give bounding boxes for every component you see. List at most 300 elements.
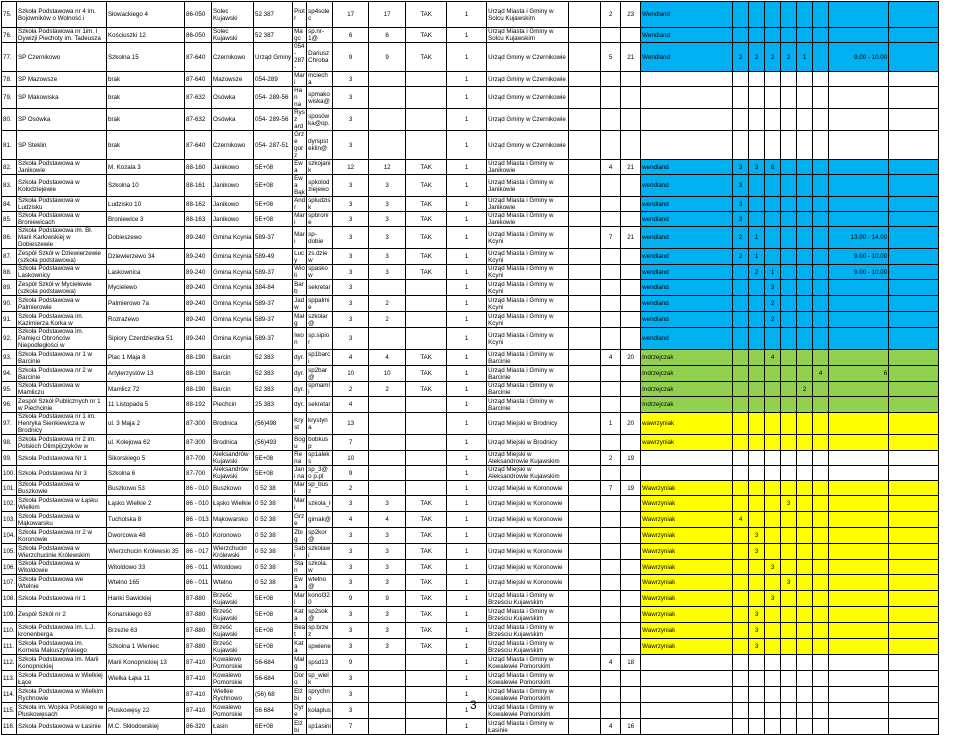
table-cell bbox=[889, 560, 939, 575]
table-cell bbox=[569, 496, 601, 512]
table-cell: Wendland bbox=[641, 43, 733, 72]
table-cell: 054- 289-56 bbox=[254, 87, 293, 109]
table-cell bbox=[641, 72, 733, 87]
table-cell bbox=[569, 312, 601, 328]
table-cell: 1 bbox=[447, 2, 487, 28]
table-cell bbox=[406, 312, 447, 328]
table-cell: 86 - 013 bbox=[185, 512, 212, 528]
table-cell bbox=[641, 687, 733, 703]
table-cell: 2 bbox=[733, 249, 749, 265]
table-cell bbox=[829, 160, 889, 175]
table-cell bbox=[569, 466, 601, 481]
table-body bbox=[2, 2, 939, 735]
table-cell bbox=[569, 131, 601, 160]
table-cell: 21 bbox=[621, 160, 641, 175]
table-cell bbox=[797, 560, 813, 575]
table-cell: 16 bbox=[621, 719, 641, 735]
table-cell bbox=[733, 639, 749, 655]
table-cell: Wawrzyniak bbox=[641, 560, 733, 575]
table-cell bbox=[601, 312, 621, 328]
table-cell: 10 bbox=[333, 451, 369, 466]
table-cell: Urząd Gminy w Czernikowie bbox=[487, 72, 569, 87]
table-cell bbox=[813, 687, 829, 703]
table-cell: 7 bbox=[333, 719, 369, 735]
table-cell bbox=[406, 109, 447, 131]
table-cell bbox=[781, 512, 797, 528]
table-cell bbox=[107, 687, 185, 703]
table-cell bbox=[889, 350, 939, 366]
table-cell: 3 bbox=[333, 265, 369, 280]
table-cell bbox=[765, 528, 781, 544]
table-cell bbox=[797, 109, 813, 131]
table-cell: Witoldowo 33 bbox=[107, 560, 185, 575]
table-cell: 054- 287-51 bbox=[254, 131, 293, 160]
table-cell: 20 bbox=[621, 350, 641, 366]
table-cell: Urząd Miasta i Gminy w Kowalewie Pomorskim bbox=[487, 703, 569, 719]
table-cell: 1 bbox=[447, 175, 487, 197]
table-cell: 52 383 bbox=[254, 382, 293, 397]
table-cell: 89-240 bbox=[185, 312, 212, 328]
row-number-cell: 77. bbox=[2, 43, 17, 72]
table-cell bbox=[781, 350, 797, 366]
table-row bbox=[2, 109, 939, 131]
table-cell bbox=[601, 175, 621, 197]
table-cell bbox=[781, 227, 797, 249]
table-cell bbox=[369, 109, 406, 131]
table-cell: TAK bbox=[406, 265, 447, 280]
table-cell bbox=[569, 227, 601, 249]
table-cell bbox=[749, 397, 765, 413]
table-cell bbox=[749, 382, 765, 397]
table-cell bbox=[641, 703, 733, 719]
table-cell bbox=[797, 87, 813, 109]
table-cell: TAK bbox=[406, 227, 447, 249]
table-cell bbox=[813, 435, 829, 451]
table-cell bbox=[797, 512, 813, 528]
row-number-cell: 99. bbox=[2, 451, 17, 466]
table-cell: 56-684 bbox=[254, 671, 293, 687]
table-cell: 3 bbox=[749, 623, 765, 639]
table-cell: 4 bbox=[601, 350, 621, 366]
table-cell: spbronie bbox=[307, 212, 333, 227]
table-cell: dyrspst eklin@ bbox=[307, 131, 333, 160]
table-cell: Urząd Miasta i Gminy w Kcyni bbox=[487, 312, 569, 328]
table-cell: 3 bbox=[733, 212, 749, 227]
table-cell: Urząd Miasta i Gminy w Brześciu Kujawskim bbox=[487, 607, 569, 623]
table-cell: 52 387 bbox=[254, 28, 293, 43]
table-cell: Jani na bbox=[293, 466, 307, 481]
table-row bbox=[2, 451, 939, 466]
table-cell: 12 bbox=[333, 160, 369, 175]
table-cell bbox=[765, 328, 781, 350]
table-cell bbox=[601, 591, 621, 607]
table-cell: 5E+08 bbox=[254, 451, 293, 466]
table-cell: 11 Listopada 5 bbox=[107, 397, 185, 413]
table-cell: 1 bbox=[447, 160, 487, 175]
table-cell bbox=[781, 544, 797, 560]
table-row bbox=[2, 28, 939, 43]
table-cell bbox=[641, 131, 733, 160]
table-cell bbox=[369, 451, 406, 466]
table-cell: 3 bbox=[333, 639, 369, 655]
table-cell bbox=[406, 296, 447, 312]
school-name-cell: Szkoła Podstawowa w Witoldowie bbox=[17, 560, 107, 575]
table-cell: sp2bar@ bbox=[307, 366, 333, 382]
table-cell: Urząd Miejski w Koronowie bbox=[487, 481, 569, 496]
table-cell: Plac 1 Maja 8 bbox=[107, 350, 185, 366]
table-cell: Mari bbox=[294, 212, 305, 226]
table-cell: 1 bbox=[797, 43, 813, 72]
table-cell bbox=[733, 671, 749, 687]
table-cell bbox=[781, 591, 797, 607]
table-cell bbox=[621, 296, 641, 312]
table-cell bbox=[749, 280, 765, 296]
table-cell bbox=[781, 703, 797, 719]
table-cell: sp4solec bbox=[307, 2, 333, 28]
table-cell bbox=[749, 451, 765, 466]
table-cell bbox=[369, 413, 406, 435]
table-cell bbox=[797, 481, 813, 496]
table-cell: Urząd Miasta i Gminy w Barcinie bbox=[487, 350, 569, 366]
row-number-cell: 91. bbox=[2, 312, 17, 328]
school-name-cell: Szkoła Podstawowa nr 1im. I Dywizji Piechoty im. Tadeusza bbox=[17, 28, 107, 43]
table-cell bbox=[813, 719, 829, 735]
table-cell: 5E+08 bbox=[254, 212, 293, 227]
table-cell: TAK bbox=[406, 591, 447, 607]
table-cell bbox=[829, 397, 889, 413]
table-cell bbox=[369, 131, 406, 160]
table-cell: szkolar@ bbox=[307, 312, 333, 328]
table-cell: 86-050 bbox=[185, 28, 212, 43]
table-cell bbox=[829, 655, 889, 671]
table-cell bbox=[621, 639, 641, 655]
table-cell: wendland bbox=[641, 160, 733, 175]
table-cell bbox=[369, 671, 406, 687]
row-number-cell: 75. bbox=[2, 2, 17, 28]
table-cell: Urząd Miasta i Gminy w Barcinie bbox=[487, 382, 569, 397]
table-cell: 86 - 011 bbox=[185, 575, 212, 591]
table-cell bbox=[829, 719, 889, 735]
table-cell: mciecha bbox=[307, 72, 333, 87]
table-cell bbox=[749, 109, 765, 131]
table-cell bbox=[621, 687, 641, 703]
table-cell bbox=[601, 366, 621, 382]
school-name-cell: Szkoła Podstawowa im. L.J. kronenberga bbox=[17, 623, 107, 639]
school-name-cell: Szkoła Podstawowa w Ludzisku bbox=[17, 197, 107, 212]
table-cell: Mąkowarsko bbox=[212, 512, 254, 528]
table-cell bbox=[601, 435, 621, 451]
table-cell: 3 bbox=[333, 131, 369, 160]
row-number-cell: 116. bbox=[2, 719, 17, 735]
table-cell: 1 bbox=[447, 671, 487, 687]
table-cell: 4 bbox=[601, 160, 621, 175]
table-cell: Szkolna 1 Wieniec bbox=[107, 639, 185, 655]
school-name-cell: Zespół Szkół Publicznych nr 1 w Piechcinie bbox=[17, 397, 107, 413]
table-cell: 054-289 bbox=[254, 72, 293, 87]
table-cell bbox=[569, 249, 601, 265]
table-row bbox=[2, 197, 939, 212]
table-cell bbox=[813, 109, 829, 131]
row-number-cell: 104. bbox=[2, 528, 17, 544]
table-cell: 19 bbox=[621, 481, 641, 496]
table-cell bbox=[765, 687, 781, 703]
table-cell bbox=[813, 575, 829, 591]
table-cell: Urząd Gminy bbox=[254, 43, 293, 72]
table-cell: 589-37 bbox=[254, 328, 293, 350]
table-cell: 4 bbox=[813, 366, 829, 382]
table-cell bbox=[406, 131, 447, 160]
table-cell: 87-410 bbox=[185, 671, 212, 687]
table-cell: Wielka Łąka 11 bbox=[107, 671, 185, 687]
table-cell: Mari bbox=[294, 591, 305, 606]
table-cell: Janikowo bbox=[212, 197, 254, 212]
table-cell bbox=[889, 466, 939, 481]
table-cell bbox=[813, 560, 829, 575]
table-cell: sp_busz bbox=[307, 481, 333, 496]
table-cell: Wawrzyniak bbox=[641, 496, 733, 512]
table-cell bbox=[781, 280, 797, 296]
table-cell bbox=[569, 366, 601, 382]
table-cell bbox=[641, 466, 733, 481]
table-cell: TAK bbox=[406, 496, 447, 512]
school-name-cell: Szkoła Podstawowa w Wielkiej Łące bbox=[17, 671, 107, 687]
table-cell bbox=[781, 413, 797, 435]
table-cell bbox=[829, 496, 889, 512]
table-cell bbox=[765, 131, 781, 160]
table-cell bbox=[781, 28, 797, 43]
table-cell: 589-49 bbox=[254, 249, 293, 265]
row-number-cell: 81. bbox=[2, 131, 17, 160]
table-cell: 2 bbox=[765, 43, 781, 72]
table-cell: szkojanik bbox=[307, 160, 333, 175]
table-row bbox=[2, 655, 939, 671]
table-cell bbox=[601, 544, 621, 560]
table-cell: 56 684 bbox=[254, 703, 293, 719]
table-cell bbox=[369, 466, 406, 481]
table-cell bbox=[749, 671, 765, 687]
table-cell: wendland bbox=[641, 265, 733, 280]
table-cell bbox=[601, 28, 621, 43]
table-cell: 1 bbox=[765, 265, 781, 280]
table-cell: 5E+08 bbox=[254, 466, 293, 481]
table-cell: spwiene bbox=[307, 639, 333, 655]
table-cell bbox=[733, 296, 749, 312]
school-name-cell: Szkoła Podstawowa im. Marii Konopnickiej bbox=[17, 655, 107, 671]
table-cell bbox=[749, 350, 765, 366]
table-cell: Gmina Kcynia bbox=[212, 328, 254, 350]
table-cell: Urząd Miasta i Gminy w Kcyni bbox=[487, 296, 569, 312]
table-cell bbox=[601, 671, 621, 687]
table-cell: 9 bbox=[369, 43, 406, 72]
table-cell: 89-240 bbox=[185, 249, 212, 265]
table-cell: 17 bbox=[333, 2, 369, 28]
table-cell bbox=[733, 265, 749, 280]
table-cell: 87-632 bbox=[185, 109, 212, 131]
table-cell bbox=[829, 451, 889, 466]
table-cell bbox=[621, 312, 641, 328]
table-row bbox=[2, 212, 939, 227]
table-cell: Wierzchucin Królewski 35 bbox=[107, 544, 185, 560]
row-number-cell: 103. bbox=[2, 512, 17, 528]
table-cell: 1 bbox=[447, 397, 487, 413]
table-cell: Brześć Kujawski bbox=[212, 591, 254, 607]
table-cell: 1 bbox=[447, 413, 487, 435]
table-cell: 1 bbox=[447, 655, 487, 671]
table-cell: Kościuszki 12 bbox=[107, 28, 185, 43]
table-cell bbox=[749, 719, 765, 735]
table-cell: TAK bbox=[406, 382, 447, 397]
table-cell: Piechcin bbox=[212, 397, 254, 413]
table-cell bbox=[781, 296, 797, 312]
school-name-cell: Szkoła Podstawowa Nr 1 bbox=[17, 451, 107, 466]
table-cell: 88-190 bbox=[185, 366, 212, 382]
table-cell: wawrzyniak bbox=[641, 435, 733, 451]
table-cell bbox=[733, 687, 749, 703]
table-cell bbox=[569, 560, 601, 575]
table-cell bbox=[813, 227, 829, 249]
table-cell bbox=[749, 175, 765, 197]
table-cell bbox=[569, 382, 601, 397]
table-cell: 87-640 bbox=[185, 131, 212, 160]
table-cell bbox=[641, 655, 733, 671]
table-cell: wawrzyniak bbox=[641, 413, 733, 435]
table-cell bbox=[797, 671, 813, 687]
table-cell: Brzezie 63 bbox=[107, 623, 185, 639]
table-cell: 3 bbox=[369, 639, 406, 655]
table-cell bbox=[749, 296, 765, 312]
school-name-cell: SP Osówka bbox=[17, 109, 107, 131]
table-cell: brak bbox=[107, 87, 185, 109]
table-cell: Wendland bbox=[641, 28, 733, 43]
table-cell bbox=[733, 544, 749, 560]
row-number-cell: 98. bbox=[2, 435, 17, 451]
table-row bbox=[2, 175, 939, 197]
table-cell bbox=[781, 382, 797, 397]
table-cell bbox=[749, 131, 765, 160]
table-cell: dyr. bbox=[293, 350, 307, 366]
table-cell: 3 bbox=[333, 280, 369, 296]
table-cell: Han na bbox=[293, 87, 307, 109]
table-cell bbox=[829, 2, 889, 28]
table-cell: Doro bbox=[293, 671, 307, 687]
table-cell bbox=[829, 560, 889, 575]
table-row bbox=[2, 382, 939, 397]
table-cell: Kata bbox=[293, 607, 307, 623]
table-cell: Urząd Miasta i Gminy w Kcyni bbox=[487, 227, 569, 249]
table-cell: 1 bbox=[447, 312, 487, 328]
table-cell bbox=[569, 197, 601, 212]
table-cell: konol320 bbox=[307, 591, 333, 607]
table-cell: 1 bbox=[447, 366, 487, 382]
table-cell: Elżbi bbox=[293, 687, 307, 703]
table-cell: 4 bbox=[369, 350, 406, 366]
table-cell bbox=[621, 528, 641, 544]
table-cell: 3 bbox=[333, 496, 369, 512]
table-cell: Kata bbox=[293, 639, 307, 655]
table-cell: brak bbox=[107, 131, 185, 160]
table-cell: Barcin bbox=[212, 366, 254, 382]
table-cell: Urząd Miasta i Gminy w Barcinie bbox=[487, 397, 569, 413]
school-table bbox=[1, 1, 939, 735]
table-cell bbox=[569, 43, 601, 72]
table-cell bbox=[621, 496, 641, 512]
table-cell bbox=[797, 212, 813, 227]
table-cell bbox=[797, 703, 813, 719]
table-cell: TAK bbox=[406, 2, 447, 28]
table-cell: Brodnica bbox=[212, 413, 254, 435]
table-cell bbox=[621, 197, 641, 212]
table-cell: Urząd Miejski w Aleksandrowie Kujawskim bbox=[487, 466, 569, 481]
row-number-cell: 110. bbox=[2, 623, 17, 639]
table-cell: 88-161 bbox=[185, 175, 212, 197]
table-cell: 5E+08 bbox=[254, 197, 293, 212]
school-name-cell: Szkoła Podstawowa we Wtelnie bbox=[17, 575, 107, 591]
table-cell: 2 bbox=[601, 2, 621, 28]
table-cell: 1 bbox=[447, 623, 487, 639]
table-cell bbox=[406, 72, 447, 87]
table-cell: 3 bbox=[781, 575, 797, 591]
table-cell bbox=[733, 2, 749, 28]
table-cell bbox=[621, 607, 641, 623]
table-cell bbox=[889, 528, 939, 544]
table-cell bbox=[641, 719, 733, 735]
table-cell bbox=[797, 227, 813, 249]
table-cell: 4 bbox=[601, 655, 621, 671]
table-cell: 3 bbox=[333, 623, 369, 639]
table-cell: 86-320 bbox=[185, 719, 212, 735]
table-cell: 89-240 bbox=[185, 328, 212, 350]
table-cell: sppalmie bbox=[307, 296, 333, 312]
table-cell: 2 bbox=[369, 312, 406, 328]
table-cell bbox=[765, 671, 781, 687]
table-cell: 1 bbox=[447, 28, 487, 43]
table-cell bbox=[829, 639, 889, 655]
table-cell: dyr. bbox=[293, 366, 307, 382]
row-number-cell: 97. bbox=[2, 413, 17, 435]
table-row bbox=[2, 671, 939, 687]
table-cell: Gmina Kcynia bbox=[212, 296, 254, 312]
table-cell: TAK bbox=[406, 575, 447, 591]
table-cell: 1 bbox=[447, 560, 487, 575]
table-cell bbox=[781, 175, 797, 197]
table-cell: Tucholska 8 bbox=[107, 512, 185, 528]
table-cell: TAK bbox=[406, 43, 447, 72]
table-cell: 2 bbox=[733, 43, 749, 72]
school-name-cell: SP Steklin bbox=[17, 131, 107, 160]
row-number-cell: 111. bbox=[2, 639, 17, 655]
table-cell: 3 bbox=[333, 528, 369, 544]
table-cell: Lucy bbox=[293, 249, 307, 265]
table-cell: 0 52 38 bbox=[254, 560, 293, 575]
table-cell: 3 bbox=[369, 249, 406, 265]
table-row bbox=[2, 87, 939, 109]
table-cell: wendland bbox=[641, 296, 733, 312]
table-cell: 1 bbox=[447, 528, 487, 544]
row-number-cell: 86. bbox=[2, 227, 17, 249]
table-cell bbox=[797, 687, 813, 703]
table-cell: Mari bbox=[294, 72, 305, 86]
row-number-cell: 82. bbox=[2, 160, 17, 175]
table-cell bbox=[813, 43, 829, 72]
table-cell: Koronowo bbox=[212, 528, 254, 544]
table-cell: 2 bbox=[369, 382, 406, 397]
table-cell: Kryst bbox=[293, 413, 307, 435]
table-cell bbox=[569, 2, 601, 28]
table-cell: dyr. bbox=[293, 382, 307, 397]
table-cell: 3 bbox=[369, 528, 406, 544]
table-cell bbox=[889, 175, 939, 197]
table-cell: 52 383 bbox=[254, 350, 293, 366]
